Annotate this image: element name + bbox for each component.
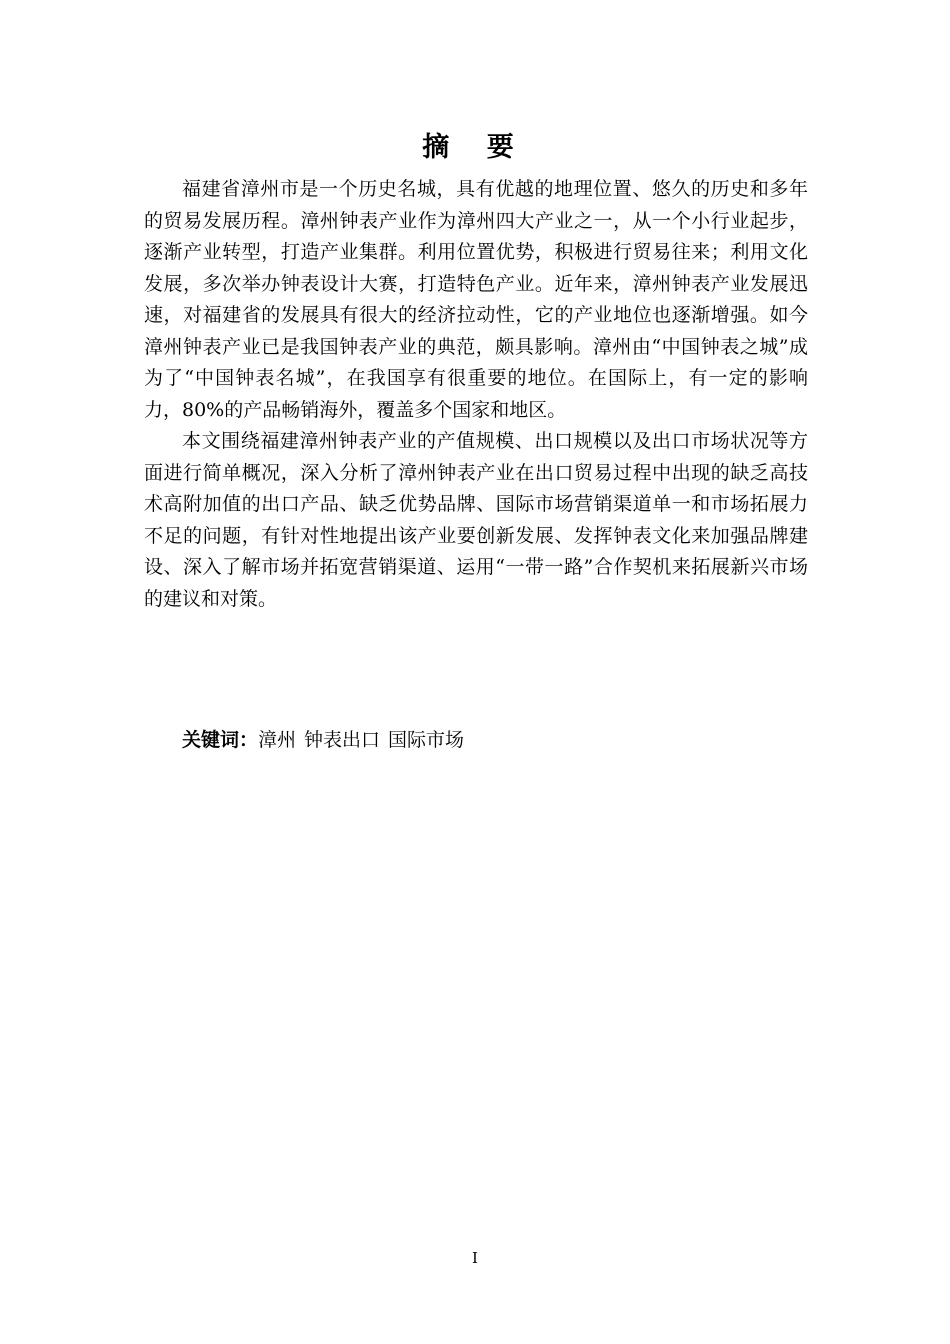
- keyword-item: 钟表出口: [304, 729, 381, 751]
- keywords-label: 关键词：: [182, 729, 259, 751]
- page-number: I: [472, 1249, 478, 1267]
- keyword-item: 漳州: [258, 729, 297, 751]
- abstract-body: [144, 174, 808, 615]
- abstract-title: 摘 要: [422, 132, 528, 163]
- keyword-item: 国际市场: [388, 729, 465, 751]
- keywords-line: [182, 726, 802, 754]
- abstract-paragraph-1: 福建省漳州市是一个历史名城，具有优越的地理位置、悠久的历史和多年的贸易发展历程。漳州钟表产业作为漳州四大产业之一，从一个小行业起步，逐渐产业转型，打造产业集群。利用位置优势，积极进行贸易往来；利用文化发展，多次举办钟表设计大赛，打造特色产业。近年来，漳州钟表产业发展迅速，对福建省的发展具有很大的经济拉动性，它的产业地位也逐渐增强。如今漳州钟表产业已是我国钟表产业的典范，颇具影响。漳州由“中国钟表之城”成为了“中国钟表名城”，在我国享有很重要的地位。在国际上，有一定的影响力，80%的产品畅销海外，覆盖多个国家和地区。: [144, 178, 808, 421]
- abstract-paragraph-2: 本文围绕福建漳州钟表产业的产值规模、出口规模以及出口市场状况等方面进行简单概况，深入分析了漳州钟表产业在出口贸易过程中出现的缺乏高技术高附加值的出口产品、缺乏优势品牌、国际市场营销渠道单一和市场拓展力不足的问题，有针对性地提出该产业要创新发展、发挥钟表文化来加强品牌建设、深入了解市场并拓宽营销渠道、运用“一带一路”合作契机来拓展新兴市场的建议和对策。: [144, 430, 808, 610]
